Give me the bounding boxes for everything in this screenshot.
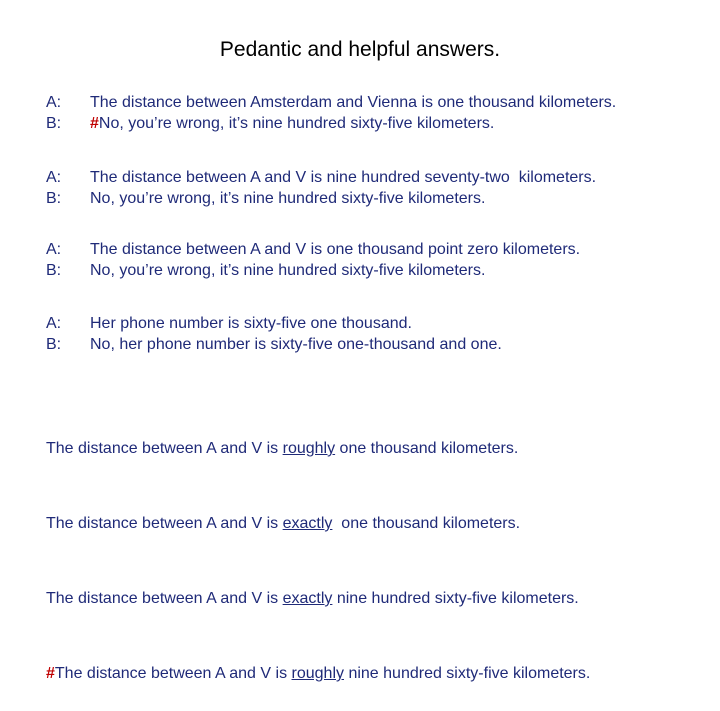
dialogue-1 (46, 92, 616, 134)
speaker-b-text: No, you’re wrong, it’s nine hundred sixty-five kilometers. (90, 262, 486, 279)
speaker-b-label: B: (46, 262, 62, 279)
speaker-b-label: B: (46, 190, 62, 207)
statement-line: #The distance between A and V is roughly nine hundred sixty-five kilometers. (46, 665, 591, 682)
emphasis-word: roughly (282, 440, 336, 457)
statement-list (46, 386, 590, 711)
speaker-a-label: A: (46, 315, 62, 332)
statement-line: The distance between A and V is exactly one thousand kilometers. (46, 515, 521, 532)
infelicity-mark: # (46, 665, 55, 682)
speaker-a-text: The distance between Amsterdam and Vienna is one thousand kilometers. (90, 94, 617, 111)
speaker-a-label: A: (46, 169, 62, 186)
dialogue-3 (46, 239, 580, 281)
speaker-a-text: The distance between A and V is nine hundred seventy-two kilometers. (90, 169, 597, 186)
speaker-a-text: The distance between A and V is one thousand point zero kilometers. (90, 241, 581, 258)
statement-line: The distance between A and V is roughly one thousand kilometers. (46, 440, 519, 457)
emphasis-word: exactly (282, 515, 333, 532)
statement-line: The distance between A and V is exactly nine hundred sixty-five kilometers. (46, 590, 579, 607)
emphasis-word: roughly (291, 665, 344, 682)
speaker-b-text: No, you’re wrong, it’s nine hundred sixty-five kilometers. (90, 190, 486, 207)
page-title: Pedantic and helpful answers. (219, 38, 501, 61)
speaker-b-label: B: (46, 115, 62, 132)
speaker-a-text: Her phone number is sixty-five one thousand. (90, 315, 412, 332)
speaker-b-text: No, you’re wrong, it’s nine hundred sixty-five kilometers. (98, 115, 495, 132)
speaker-b-text: No, her phone number is sixty-five one-thousand and one. (90, 336, 502, 353)
dialogue-2 (46, 167, 596, 209)
speaker-a-label: A: (46, 241, 62, 258)
infelicity-mark: # (90, 115, 99, 132)
speaker-b-label: B: (46, 336, 62, 353)
speaker-a-label: A: (46, 94, 62, 111)
dialogue-4 (46, 313, 502, 355)
emphasis-word: exactly (282, 590, 333, 607)
